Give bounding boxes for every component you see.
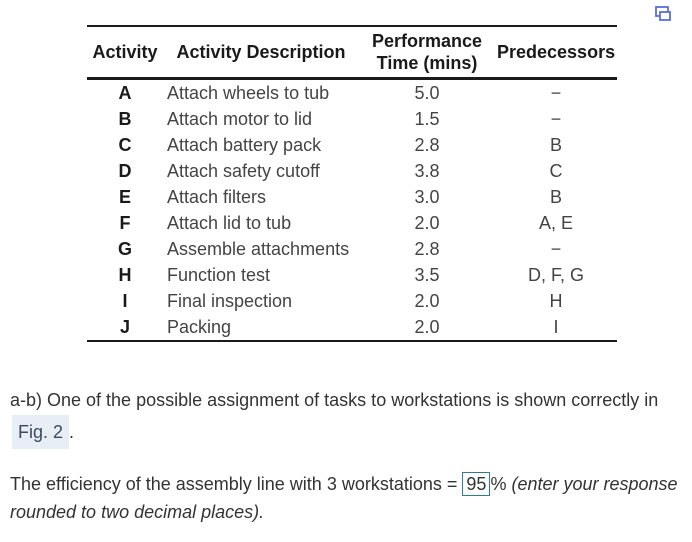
cell-time: 1.5 [414, 109, 440, 129]
cell-activity: E [118, 187, 131, 207]
table-row [87, 158, 617, 184]
cell-activity: B [118, 109, 132, 129]
cell-description: Assemble attachments [167, 239, 350, 259]
cell-description: Packing [167, 317, 232, 337]
cell-time: 3.5 [414, 265, 440, 285]
activity-table-container [87, 25, 617, 342]
cell-time: 2.8 [414, 239, 440, 259]
table-row [87, 106, 617, 132]
table-row [87, 210, 617, 236]
cell-activity: A [118, 83, 132, 103]
cell-description: Attach safety cutoff [167, 161, 320, 181]
table-row [87, 288, 617, 314]
cell-activity: J [119, 317, 130, 337]
assignment-text: a-b) One of the possible assignment of tasks to workstations is shown correctly in [10, 390, 659, 410]
cell-description: Attach wheels to tub [167, 83, 330, 103]
cell-predecessors: − [550, 239, 562, 259]
efficiency-paragraph [10, 470, 690, 526]
cell-predecessors: A, E [538, 213, 573, 233]
header-performance-time [359, 26, 495, 79]
header-description: Activity Description [176, 42, 346, 62]
cell-activity: I [122, 291, 128, 311]
cell-predecessors: C [549, 161, 563, 181]
cell-activity: G [117, 239, 132, 259]
cell-predecessors: B [549, 187, 562, 207]
cell-activity: C [118, 135, 132, 155]
percent-sign: % [490, 474, 507, 494]
cell-predecessors: − [550, 83, 562, 103]
activity-table [87, 25, 617, 342]
cell-activity: D [118, 161, 132, 181]
table-row [87, 79, 617, 107]
efficiency-answer-input[interactable]: 95 [462, 472, 490, 496]
cell-predecessors: B [549, 135, 562, 155]
cell-description: Function test [167, 265, 271, 285]
cell-predecessors: H [549, 291, 563, 311]
table-row [87, 184, 617, 210]
cell-time: 2.0 [414, 213, 440, 233]
header-time-line2: Time (mins) [376, 53, 478, 73]
header-activity: Activity [92, 42, 158, 62]
cell-predecessors: D, F, G [527, 265, 584, 285]
cell-description: Attach lid to tub [167, 213, 292, 233]
cell-time: 2.0 [414, 291, 440, 311]
efficiency-text: The efficiency of the assembly line with 3 workstations = [10, 474, 458, 494]
cell-activity: H [118, 265, 132, 285]
fig-2-link[interactable]: Fig. 2 [12, 415, 69, 449]
header-time-line1: Performance [371, 31, 483, 51]
table-row [87, 132, 617, 158]
cell-predecessors: I [553, 317, 559, 337]
cell-description: Attach motor to lid [167, 109, 313, 129]
assignment-paragraph [10, 385, 690, 449]
table-row [87, 314, 617, 341]
header-predecessors: Predecessors [497, 42, 616, 62]
copy-icon[interactable] [654, 5, 672, 23]
cell-predecessors: − [550, 109, 562, 129]
cell-time: 3.8 [414, 161, 440, 181]
cell-time: 5.0 [414, 83, 440, 103]
cell-activity: F [119, 213, 131, 233]
cell-description: Final inspection [167, 291, 293, 311]
cell-description: Attach battery pack [167, 135, 322, 155]
assignment-period: . [69, 422, 75, 442]
cell-description: Attach filters [167, 187, 267, 207]
table-header-row [87, 26, 617, 79]
cell-time: 2.8 [414, 135, 440, 155]
rounding-instruction: (enter your response rounded to two decimal places). [10, 474, 678, 522]
cell-time: 3.0 [414, 187, 440, 207]
table-row [87, 262, 617, 288]
table-row [87, 236, 617, 262]
cell-time: 2.0 [414, 317, 440, 337]
